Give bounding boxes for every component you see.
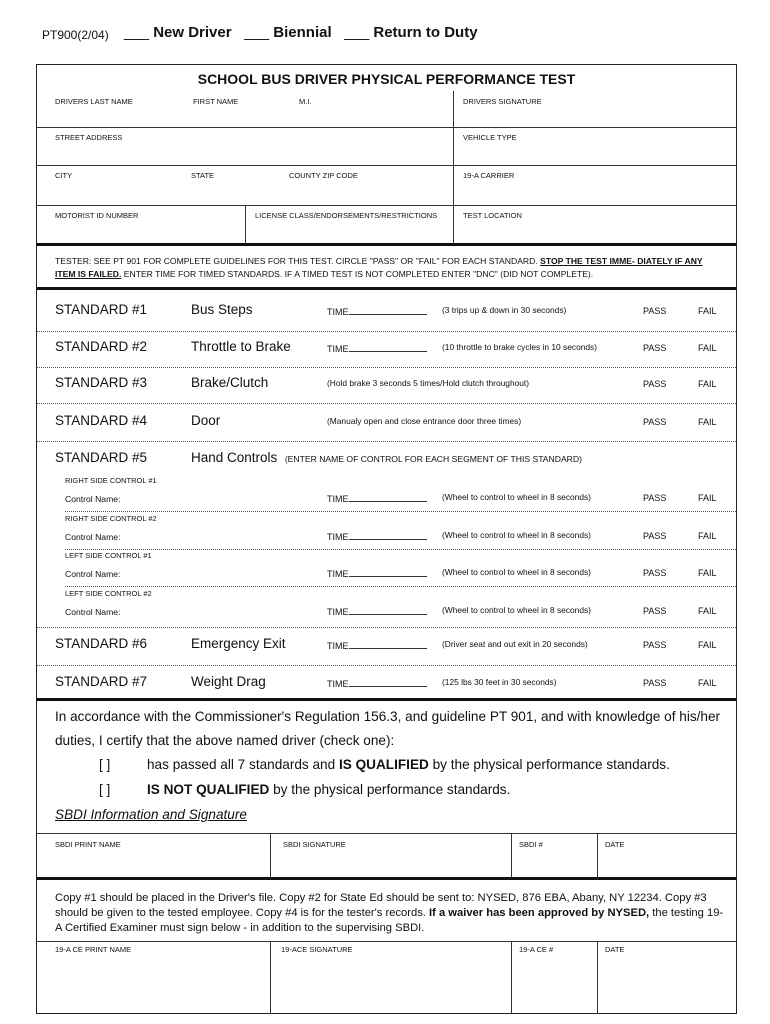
city-field[interactable]: CITY: [55, 171, 73, 180]
control-row: [37, 489, 736, 511]
pass-option[interactable]: PASS: [643, 343, 667, 353]
time-label: TIME: [327, 641, 349, 651]
pass-option[interactable]: PASS: [643, 568, 667, 578]
standard-label: STANDARD #6: [55, 636, 148, 651]
pass-option[interactable]: PASS: [643, 417, 667, 427]
ce-date-field[interactable]: DATE: [605, 945, 625, 954]
sbdi-signature-field[interactable]: SBDI SIGNATURE: [283, 840, 346, 849]
divider: [65, 511, 736, 512]
control-name-field[interactable]: Control Name:: [65, 607, 121, 617]
divider: [511, 833, 512, 879]
standard-criteria: (Hold brake 3 seconds 5 times/Hold clutch throughout): [327, 378, 530, 388]
instructions-stop-text: STOP THE TEST IMME- DIATELY IF ANY ITEM IS FAILED.: [55, 256, 703, 279]
divider: [37, 665, 736, 666]
pass-option[interactable]: PASS: [643, 531, 667, 541]
control-heading: LEFT SIDE CONTROL #1: [65, 551, 152, 560]
divider: [453, 205, 454, 245]
divider: [37, 127, 736, 128]
motorist-id-field[interactable]: MOTORIST ID NUMBER: [55, 211, 139, 220]
standard-criteria: (125 lbs 30 feet in 30 seconds): [442, 677, 557, 687]
time-field[interactable]: [327, 343, 427, 354]
divider: [453, 127, 454, 165]
tester-instructions: [55, 255, 725, 281]
return-to-duty-label: Return to Duty: [373, 24, 478, 41]
county-zip-field[interactable]: COUNTY ZIP CODE: [289, 171, 358, 180]
pass-option[interactable]: PASS: [643, 678, 667, 688]
standard-name: Bus Steps: [191, 302, 253, 317]
pass-option[interactable]: PASS: [643, 606, 667, 616]
time-field[interactable]: [327, 493, 427, 504]
copy-waiver-text: If a waiver has been approved by NYSED,: [429, 907, 650, 919]
section-rule: [37, 287, 736, 290]
qualified-option-text: [147, 757, 670, 772]
street-address-field[interactable]: STREET ADDRESS: [55, 133, 123, 142]
qualified-text-post: by the physical performance standards.: [428, 757, 670, 772]
divider: [511, 941, 512, 1013]
middle-initial-field[interactable]: M.I.: [299, 97, 312, 106]
time-field[interactable]: [327, 640, 427, 651]
not-qualified-checkbox[interactable]: [ ]: [99, 782, 111, 797]
standard-6-row: [37, 636, 736, 658]
fail-option[interactable]: FAIL: [698, 343, 717, 353]
first-name-field[interactable]: FIRST NAME: [193, 97, 239, 106]
control-name-field[interactable]: Control Name:: [65, 532, 121, 542]
divider: [37, 205, 736, 206]
time-field[interactable]: [327, 568, 427, 579]
certification-text: In accordance with the Commissioner's Regulation 156.3, and guideline PT 901, and with knowledge of his/her duties, I certify that the above named driver (check one):: [55, 709, 721, 748]
divider: [37, 331, 736, 332]
instructions-text: TESTER: SEE PT 901 FOR COMPLETE GUIDELINES FOR THIS TEST. CIRCLE "PASS" OR "FAIL" FOR EACH STANDARD.: [55, 256, 541, 266]
copy-text-1: Copy #1 should be placed in the Driver's file. Copy #2 for State Ed should be sent to: NYSED, 876 EBA, Abany, NY 12234. Copy #3 should be given to the tested employee. Copy #4 is for the tester's records.: [55, 892, 707, 919]
carrier-field[interactable]: 19-A CARRIER: [463, 171, 515, 180]
fail-option[interactable]: FAIL: [698, 568, 717, 578]
time-field[interactable]: [327, 531, 427, 542]
qualified-text-pre: has passed all 7 standards and: [147, 757, 339, 772]
sbdi-heading: SBDI Information and Signature: [55, 807, 247, 822]
divider: [37, 441, 736, 442]
divider: [37, 165, 736, 166]
form-frame: [36, 64, 737, 1014]
fail-option[interactable]: FAIL: [698, 531, 717, 541]
standard-name: Emergency Exit: [191, 636, 286, 651]
time-label: TIME: [327, 679, 349, 689]
divider: [597, 941, 598, 1013]
standard-name: Weight Drag: [191, 674, 266, 689]
standard-label: STANDARD #5: [55, 450, 148, 465]
pass-option[interactable]: PASS: [643, 379, 667, 389]
biennial-label: Biennial: [273, 24, 332, 41]
sbdi-date-field[interactable]: DATE: [605, 840, 625, 849]
fail-option[interactable]: FAIL: [698, 306, 717, 316]
not-qualified-text-bold: IS NOT QUALIFIED: [147, 782, 270, 797]
control-name-field[interactable]: Control Name:: [65, 494, 121, 504]
standard-5-row: [37, 450, 736, 472]
standard-1-row: [37, 302, 736, 324]
time-field[interactable]: [327, 678, 427, 689]
divider: [65, 586, 736, 587]
divider: [270, 833, 271, 879]
drivers-last-name-field[interactable]: DRIVERS LAST NAME: [55, 97, 133, 106]
time-label: TIME: [327, 494, 349, 504]
standard-name-text: Hand Controls: [191, 450, 278, 465]
section-rule: [37, 243, 736, 246]
divider: [453, 165, 454, 205]
control-heading: LEFT SIDE CONTROL #2: [65, 589, 152, 598]
control-heading: RIGHT SIDE CONTROL #1: [65, 476, 157, 485]
fail-option[interactable]: FAIL: [698, 379, 717, 389]
hand-controls-note: (ENTER NAME OF CONTROL FOR EACH SEGMENT OF THIS STANDARD): [284, 454, 582, 464]
time-label: TIME: [327, 344, 349, 354]
time-label: TIME: [327, 569, 349, 579]
state-field[interactable]: STATE: [191, 171, 215, 180]
divider: [65, 549, 736, 550]
divider: [37, 627, 736, 628]
standard-label: STANDARD #4: [55, 413, 148, 428]
not-qualified-text-post: by the physical performance standards.: [269, 782, 511, 797]
vehicle-type-field[interactable]: VEHICLE TYPE: [463, 133, 517, 142]
form-number: PT900(2/04): [42, 28, 109, 42]
standard-label: STANDARD #7: [55, 674, 148, 689]
standard-7-row: [37, 674, 736, 696]
new-driver-label: New Driver: [153, 24, 232, 41]
time-label: TIME: [327, 532, 349, 542]
new-driver-blank[interactable]: ___: [124, 24, 150, 41]
divider: [37, 941, 736, 942]
standard-name: Door: [191, 413, 221, 428]
sbdi-print-name-field[interactable]: SBDI PRINT NAME: [55, 840, 121, 849]
qualified-text-bold: IS QUALIFIED: [338, 757, 429, 772]
standard-2-row: [37, 339, 736, 361]
qualified-checkbox[interactable]: [ ]: [99, 757, 111, 772]
time-label: TIME: [327, 607, 349, 617]
control-criteria: (Wheel to control to wheel in 8 seconds): [442, 605, 591, 615]
fail-option[interactable]: FAIL: [698, 417, 717, 427]
control-row: [37, 527, 736, 549]
standard-name: Throttle to Brake: [191, 339, 291, 354]
ce-number-field[interactable]: 19-A CE #: [519, 945, 554, 954]
standard-criteria: (Driver seat and out exit in 20 seconds): [442, 639, 588, 649]
standard-criteria: (10 throttle to brake cycles in 10 seconds): [442, 342, 598, 352]
standard-3-row: [37, 375, 736, 397]
time-field[interactable]: [327, 606, 427, 617]
standard-label: STANDARD #1: [55, 302, 148, 317]
test-type-options: [124, 24, 478, 41]
time-label: TIME: [327, 307, 349, 317]
control-criteria: (Wheel to control to wheel in 8 seconds): [442, 492, 591, 502]
fail-option[interactable]: FAIL: [698, 678, 717, 688]
divider: [453, 91, 454, 127]
fail-option[interactable]: FAIL: [698, 493, 717, 503]
test-location-field[interactable]: TEST LOCATION: [463, 211, 522, 220]
standard-4-row: [37, 413, 736, 435]
divider: [37, 833, 736, 834]
fail-option[interactable]: FAIL: [698, 640, 717, 650]
control-criteria: (Wheel to control to wheel in 8 seconds): [442, 530, 591, 540]
divider: [597, 833, 598, 879]
divider: [37, 403, 736, 404]
standard-criteria: (Manualy open and close entrance door three times): [327, 416, 522, 426]
control-criteria: (Wheel to control to wheel in 8 seconds): [442, 567, 591, 577]
divider: [37, 367, 736, 368]
control-name-field[interactable]: Control Name:: [65, 569, 121, 579]
standard-label: STANDARD #2: [55, 339, 148, 354]
pass-option[interactable]: PASS: [643, 493, 667, 503]
drivers-signature-field[interactable]: DRIVERS SIGNATURE: [463, 97, 542, 106]
form-title: SCHOOL BUS DRIVER PHYSICAL PERFORMANCE TEST: [197, 71, 576, 87]
copy-distribution-text: [55, 891, 727, 936]
divider: [245, 205, 246, 245]
license-class-field[interactable]: LICENSE CLASS/ENDORSEMENTS/RESTRICTIONS: [255, 211, 438, 220]
standard-name: [191, 450, 582, 465]
sbdi-number-field[interactable]: SBDI #: [519, 840, 543, 849]
standard-criteria: (3 trips up & down in 30 seconds): [442, 305, 567, 315]
standard-label: STANDARD #3: [55, 375, 148, 390]
instructions-time-text: ENTER TIME FOR TIMED STANDARDS. IF A TIMED TEST IS NOT COMPLETED ENTER "DNC" (DID NOT COMPLETE).: [121, 269, 594, 279]
divider: [270, 941, 271, 1013]
form-header: [42, 24, 742, 46]
ce-signature-field[interactable]: 19-ACE SIGNATURE: [281, 945, 353, 954]
time-field[interactable]: [327, 306, 427, 317]
standard-name: Brake/Clutch: [191, 375, 269, 390]
section-rule: [37, 698, 736, 701]
section-rule: [37, 877, 736, 880]
pass-option[interactable]: PASS: [643, 306, 667, 316]
return-to-duty-blank[interactable]: ___: [344, 24, 370, 41]
fail-option[interactable]: FAIL: [698, 606, 717, 616]
not-qualified-option-text: [147, 782, 510, 797]
control-row: [37, 602, 736, 624]
pass-option[interactable]: PASS: [643, 640, 667, 650]
control-row: [37, 564, 736, 586]
biennial-blank[interactable]: ___: [244, 24, 270, 41]
control-heading: RIGHT SIDE CONTROL #2: [65, 514, 157, 523]
copy-text-2: the testing 19-A Certified Examiner must sign below - in addition to the supervising SBDI.: [55, 907, 724, 934]
ce-print-name-field[interactable]: 19-A CE PRINT NAME: [55, 945, 132, 954]
